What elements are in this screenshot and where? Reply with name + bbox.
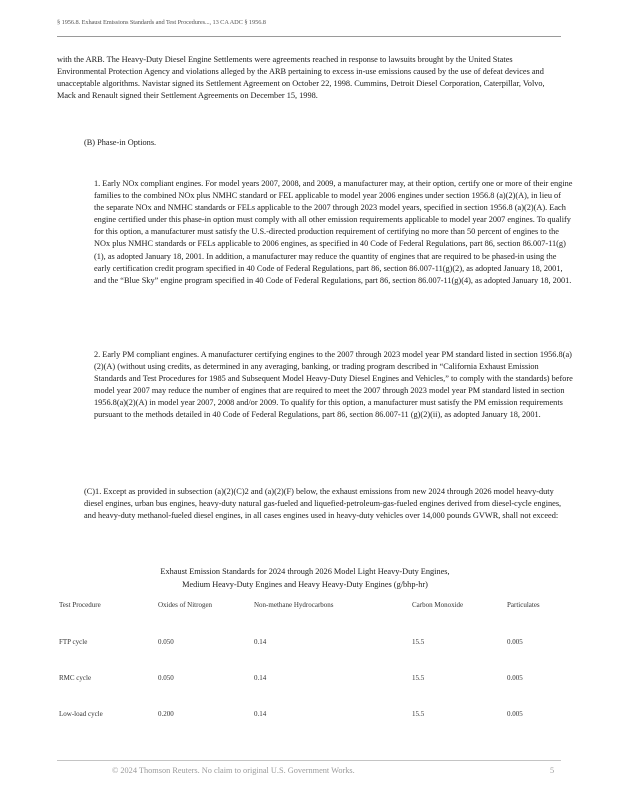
footer-divider <box>57 760 561 761</box>
table-cell: 0.005 <box>507 638 523 646</box>
table-caption-line-2: Medium Heavy-Duty Engines and Heavy Heavy-Duty Engines (g/bhp-hr) <box>182 579 428 589</box>
header-divider <box>57 36 561 37</box>
table-cell: RMC cycle <box>59 674 92 682</box>
table-cell: 0.005 <box>507 674 523 682</box>
section-heading-phase-in: (B) Phase-in Options. <box>84 138 157 147</box>
paragraph-early-pm: 2. Early PM compliant engines. A manufacturer certifying engines to the 2007 through 2023 model year PM standard listed in section 1956.8(a)(2)(A) (without using credits, as determined in any averaging, banking, or trading program described in “California Exhaust Emission Standards and Test Procedures for 1985 and Subsequent Model Heavy-Duty Diesel Engines and Vehicles,” to comply with the standards) before model year 2007 may reduce the number of engines that are required to meet the 2007 through 2023 model year PM standard listed in section 1956.8(a)(2)(A) in model year 2007, 2008 and/or 2009. To qualify for this option, a manufacturer must satisfy the PM emission requirements pursuant to the methods detailed in 40 Code of Federal Regulations, part 86, section 86.007-11 (g)(2)(ii), as adopted January 18, 2001. <box>94 350 573 420</box>
table-cell: 0.050 <box>158 638 174 646</box>
table-header-cell: Test Procedure <box>59 601 101 609</box>
table-cell: 15.5 <box>412 674 425 682</box>
table-cell: 0.005 <box>507 710 523 718</box>
table-header-cell: Non-methane Hydrocarbons <box>254 601 334 609</box>
table-caption <box>84 566 526 591</box>
table-cell: 15.5 <box>412 638 425 646</box>
table-cell: 0.050 <box>158 674 174 682</box>
table-cell: 0.14 <box>254 674 267 682</box>
table-header-cell: Carbon Monoxide <box>412 601 464 609</box>
table-header-cell: Oxides of Nitrogen <box>158 601 213 609</box>
paragraph-settlements: with the ARB. The Heavy-Duty Diesel Engine Settlements were agreements reached in response to lawsuits brought by the United States Environmental Protection Agency and violations alleged by the ARB pertaining to excess in-use emissions caused by the use of defeat devices and unacceptable algorithms. Navistar signed its Settlement Agreement on October 22, 1998. Cummins, Detroit Diesel Corporation, Caterpillar, Volvo, Mack and Renault signed their Settlement Agreements on December 15, 1998. <box>57 55 545 101</box>
table-cell: FTP cycle <box>59 638 88 646</box>
table-cell: 0.200 <box>158 710 174 718</box>
table-cell: 0.14 <box>254 710 267 718</box>
page-number: 5 <box>550 766 555 775</box>
table-header-cell: Particulates <box>507 601 540 609</box>
table-cell: Low-load cycle <box>59 710 103 718</box>
paragraph-c1: (C)1. Except as provided in subsection (a)(2)(C)2 and (a)(2)(F) below, the exhaust emissions from new 2024 through 2026 model heavy-duty diesel engines, urban bus engines, heavy-duty natural gas-fueled and liquefied-petroleum-gas-fueled engines derived from diesel-cycle engines, and heavy-duty methanol-fueled diesel engines, in all cases engines used in heavy-duty vehicles over 14,000 pounds GVWR, shall not exceed: <box>84 487 562 521</box>
table-caption-line-1: Exhaust Emission Standards for 2024 through 2026 Model Light Heavy-Duty Engines, <box>160 567 450 576</box>
table-cell: 15.5 <box>412 710 425 718</box>
paragraph-early-nox: 1. Early NOx compliant engines. For model years 2007, 2008, and 2009, a manufacturer may, at their option, certify one or more of their engine families to the combined NOx plus NMHC standard or FEL applicable to model year 2006 engines under section 1956.8 (a)(2)(A), in lieu of the separate NOx and NMHC standards or FELs applicable to the 2007 through 2023 model years, specified in section 1956.8 (a)(2)(A). Each engine certified under this phase-in option must comply with all other emission requirements applicable to model year 2007 engines. To qualify for this option, a manufacturer must satisfy the U.S.-directed production requirement of certifying no more than 50 percent of engines to the NOx plus NMHC standards or FELs applicable to 2006 engines, as specified in 40 Code of Federal Regulations, part 86, section 86.007-11(g)(1), as adopted January 18, 2001. In addition, a manufacturer may reduce the quantity of engines that are required to be phased-in using the early certification credit program specified in 40 Code of Federal Regulations, part 86, section 86.007-11(g)(2), as adopted January 18, 2001, and the “Blue Sky” engine program specified in 40 Code of Federal Regulations, part 86, section 86.007-11(g)(4), as adopted January 18, 2001. <box>94 179 573 285</box>
running-header: § 1956.8. Exhaust Emissions Standards and Test Procedures..., 13 CA ADC § 1956.8 <box>57 19 266 26</box>
table-cell: 0.14 <box>254 638 267 646</box>
footer-copyright: © 2024 Thomson Reuters. No claim to original U.S. Government Works. <box>112 766 355 775</box>
